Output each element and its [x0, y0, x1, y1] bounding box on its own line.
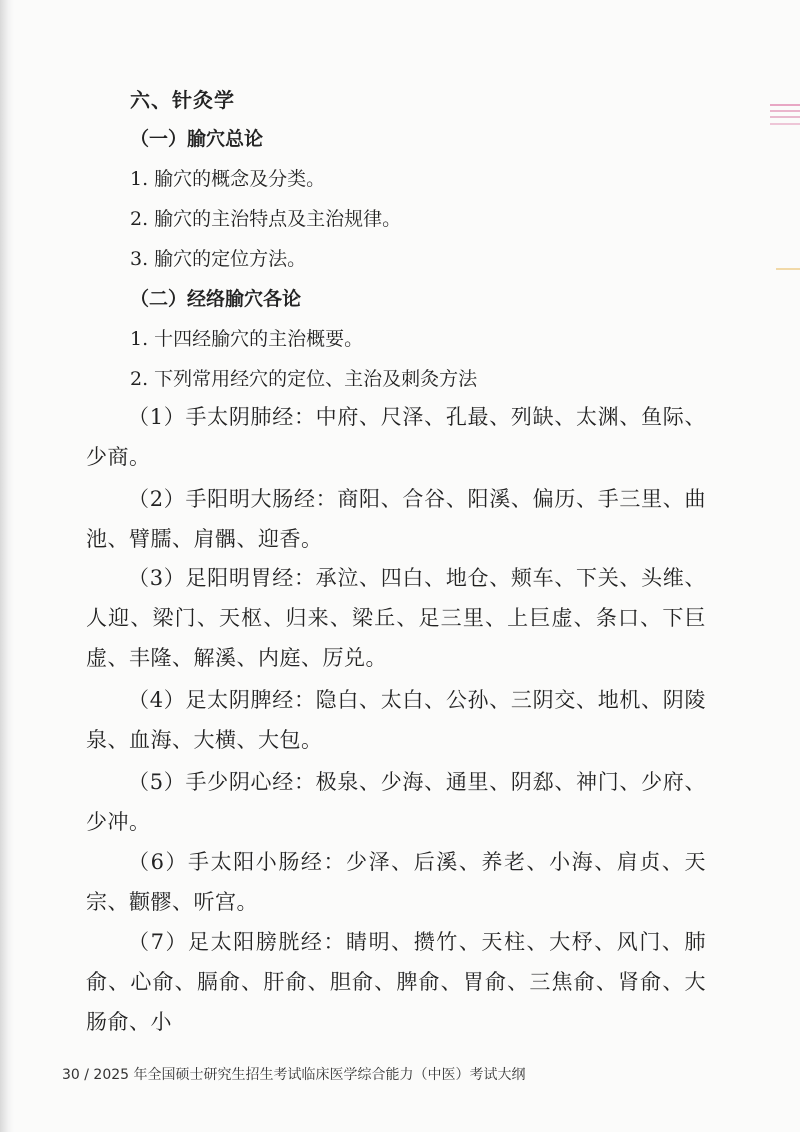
subsection-heading-1: （一）腧穴总论	[130, 128, 264, 150]
edge-color-mark	[770, 104, 800, 106]
edge-tab-mark	[776, 268, 800, 270]
edge-color-mark	[770, 116, 800, 118]
meridian-paragraph: （2）手阳明大肠经：商阳、合谷、阳溪、偏历、手三里、曲池、臂臑、肩髃、迎香。	[86, 487, 706, 551]
list-item: 1. 十四经腧穴的主治概要。	[130, 328, 364, 350]
page-binding-shadow	[0, 0, 14, 1132]
meridian-paragraph: （7）足太阳膀胱经：睛明、攒竹、天柱、大杼、风门、肺俞、心俞、膈俞、肝俞、胆俞、脾俞、胃俞、三焦俞、肾俞、大肠俞、小	[86, 930, 706, 1034]
meridian-paragraph: （6）手太阳小肠经：少泽、后溪、养老、小海、肩贞、天宗、颧髎、听宫。	[86, 850, 706, 914]
section-title: 六、针灸学	[130, 88, 235, 112]
meridian-paragraph: （5）手少阴心经：极泉、少海、通里、阴郄、神门、少府、少冲。	[86, 770, 706, 834]
list-item: 2. 下列常用经穴的定位、主治及刺灸方法	[130, 368, 478, 390]
page-footer: 30 / 2025 年全国硕士研究生招生考试临床医学综合能力（中医）考试大纲	[62, 1067, 526, 1083]
subsection-heading-2: （二）经络腧穴各论	[130, 288, 302, 310]
list-item: 1. 腧穴的概念及分类。	[130, 168, 326, 190]
meridian-paragraph: （1）手太阴肺经：中府、尺泽、孔最、列缺、太渊、鱼际、少商。	[86, 405, 706, 469]
meridian-paragraph: （3）足阳明胃经：承泣、四白、地仓、颊车、下关、头维、人迎、梁门、天枢、归来、梁丘、足三里、上巨虚、条口、下巨虚、丰隆、解溪、内庭、厉兑。	[86, 566, 706, 670]
list-item: 3. 腧穴的定位方法。	[130, 248, 307, 270]
edge-color-mark	[770, 110, 800, 112]
meridian-paragraph: （4）足太阴脾经：隐白、太白、公孙、三阴交、地机、阴陵泉、血海、大横、大包。	[86, 688, 706, 752]
edge-color-mark	[770, 123, 800, 125]
list-item: 2. 腧穴的主治特点及主治规律。	[130, 208, 402, 230]
